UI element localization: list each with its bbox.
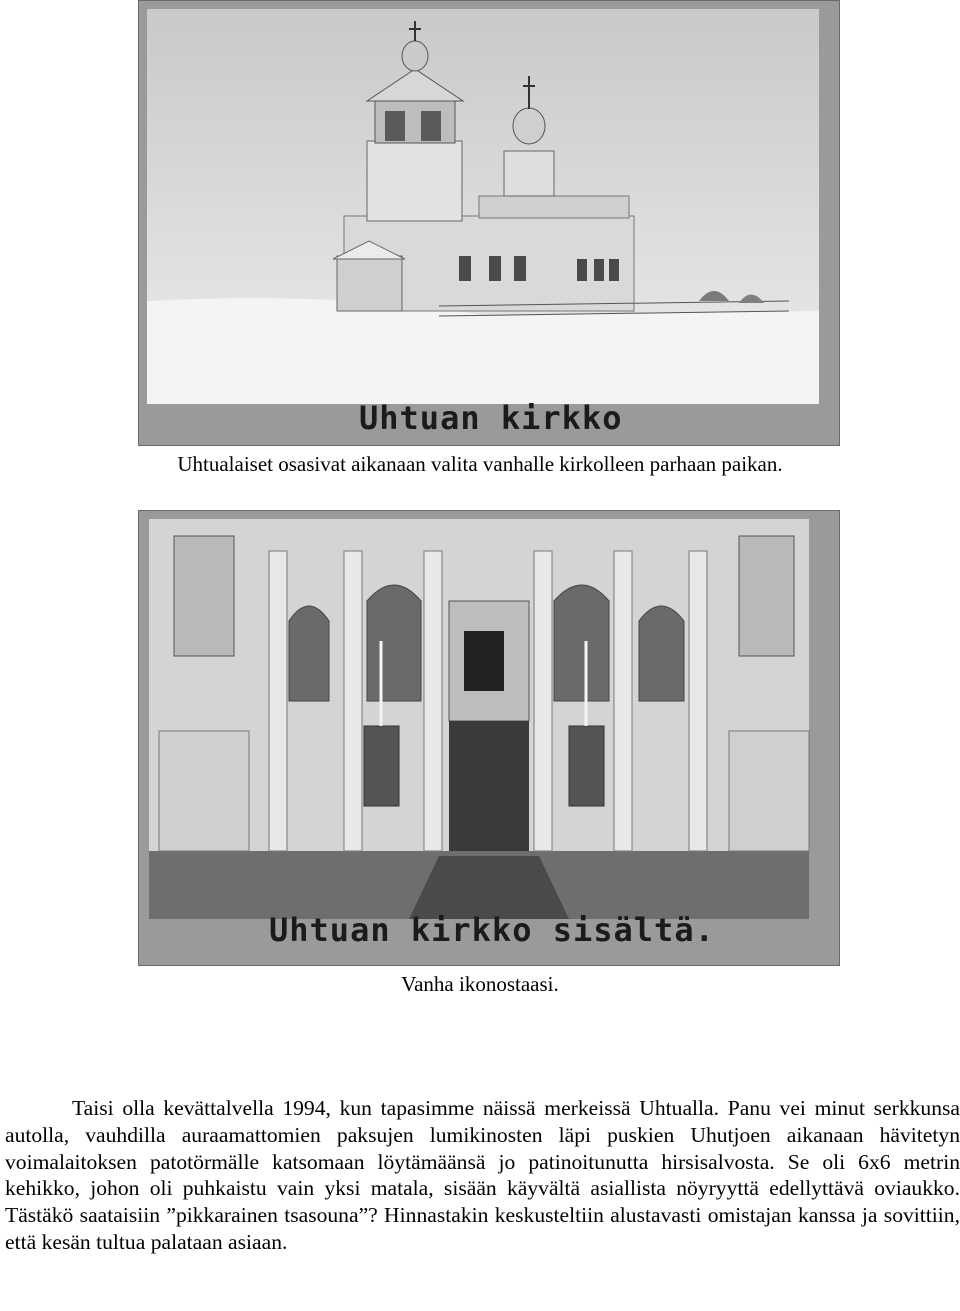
paragraph-text: Taisi olla kevättalvella 1994, kun tapasimme näissä merkeissä Uhtualla. Panu vei minut serkkunsa autolla, vauhdilla auraamattomien paksujen lumikinosten läpi puskien Uhutjoen aikanaan hävitetyn voimalaitoksen patotörmälle katsomaan löytämäänsä jo patinoitunutta hirsisalvosta. Se oli 6x6 metrin kehikko, johon oli puhkaistu vain yksi matala, sisään käyvältä asiallista nöyryyttä edellyttävä oviaukko. Tästäkö saataisiin ”pikkarainen tsasouna”? Hinnastakin keskusteltiin alustavasti omistajan kanssa ja sovittiin, että kesän tultua palataan asiaan. (5, 1096, 960, 1254)
handwritten-caption: Uhtuan kirkko (359, 399, 623, 437)
handwritten-caption: Uhtuan kirkko sisältä. (269, 911, 715, 949)
church-interior-image (139, 511, 839, 965)
church-interior-photo (138, 510, 840, 966)
photo-caption: Uhtualaiset osasivat aikanaan valita vanhalle kirkolleen parhaan paikan. (177, 452, 783, 476)
body-paragraph (5, 1095, 960, 1256)
photo-caption: Vanha ikonostaasi. (401, 972, 559, 996)
church-exterior-photo (138, 0, 840, 446)
church-exterior-image (139, 1, 839, 445)
